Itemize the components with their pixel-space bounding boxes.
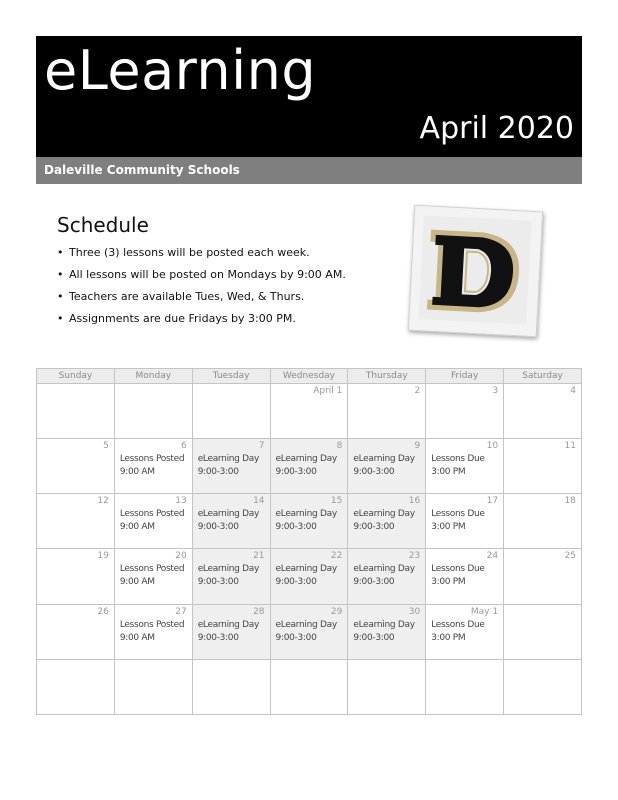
day-number: 22 — [330, 551, 343, 562]
calendar-day-cell — [348, 494, 426, 549]
day-event — [198, 453, 259, 479]
event-line: 9:00-3:00 — [275, 522, 317, 533]
calendar-day-cell — [270, 494, 348, 549]
calendar-day-cell — [348, 549, 426, 604]
calendar-day-cell — [192, 494, 270, 549]
day-number: 26 — [97, 606, 109, 617]
calendar-day-cell — [37, 439, 115, 494]
calendar-day-cell — [348, 659, 426, 714]
calendar-day-cell — [37, 494, 115, 549]
calendar-day-cell — [270, 549, 348, 604]
header-banner — [36, 36, 582, 157]
day-number: 12 — [97, 496, 109, 507]
calendar-day-cell — [504, 439, 582, 494]
weekday-header: Saturday — [504, 369, 582, 384]
event-line: Lessons Due — [431, 454, 485, 465]
calendar-day-cell — [114, 494, 192, 549]
day-event — [353, 563, 414, 589]
calendar-day-cell — [426, 384, 504, 439]
day-event — [276, 619, 337, 645]
organization-bar — [36, 157, 582, 184]
calendar-day-cell — [348, 604, 426, 659]
event-line: 9:00-3:00 — [197, 577, 239, 588]
calendar-day-cell — [504, 549, 582, 604]
event-line: 3:00 PM — [431, 632, 466, 643]
calendar-grid — [36, 368, 582, 715]
day-event — [431, 453, 484, 479]
schedule-item: • Teachers are available Tues, Wed, & Thurs. — [57, 286, 346, 308]
day-event — [120, 453, 184, 479]
calendar-week-row — [37, 494, 582, 549]
event-line: 3:00 PM — [431, 467, 466, 478]
day-number: 17 — [486, 496, 499, 507]
day-number: 10 — [486, 441, 499, 452]
day-number: 11 — [564, 441, 576, 452]
day-event — [120, 619, 184, 645]
organization-name: Daleville Community Schools — [44, 163, 240, 177]
day-number: 25 — [564, 551, 576, 562]
event-line: eLearning Day — [275, 509, 337, 520]
event-line: Lessons Posted — [119, 509, 185, 520]
calendar-day-cell — [504, 384, 582, 439]
calendar-day-cell — [114, 659, 192, 714]
event-line: eLearning Day — [197, 454, 260, 465]
day-number: 29 — [330, 606, 343, 617]
event-line: Lessons Posted — [119, 454, 185, 465]
event-line: eLearning Day — [353, 454, 415, 465]
calendar-week-row — [37, 604, 582, 659]
weekday-header: Thursday — [348, 369, 426, 384]
event-line: eLearning Day — [197, 619, 260, 630]
day-event — [353, 619, 414, 645]
day-number: 18 — [564, 496, 576, 507]
calendar-day-cell — [192, 549, 270, 604]
schedule-list — [57, 242, 346, 330]
event-line: 9:00-3:00 — [275, 577, 317, 588]
day-event — [431, 619, 484, 645]
calendar-day-cell — [114, 604, 192, 659]
daleville-d-logo-icon — [418, 215, 531, 325]
day-event — [353, 508, 414, 534]
calendar-day-cell — [37, 604, 115, 659]
calendar-day-cell — [270, 384, 348, 439]
calendar-day-cell — [192, 384, 270, 439]
weekday-header: Tuesday — [192, 369, 270, 384]
calendar-day-cell — [426, 439, 504, 494]
day-number: 24 — [486, 551, 499, 562]
event-line: 9:00-3:00 — [353, 577, 395, 588]
day-number: May 1 — [470, 606, 499, 617]
day-event — [120, 508, 184, 534]
calendar-day-cell — [37, 384, 115, 439]
day-number: 30 — [408, 606, 421, 617]
event-line: 9:00-3:00 — [197, 467, 239, 478]
day-number: 16 — [408, 496, 421, 507]
day-number: 7 — [258, 441, 265, 452]
event-line: 9:00-3:00 — [197, 632, 239, 643]
calendar-day-cell — [426, 549, 504, 604]
day-event — [276, 453, 337, 479]
day-event — [120, 563, 184, 589]
event-line: eLearning Day — [353, 509, 415, 520]
event-line: eLearning Day — [353, 619, 415, 630]
event-line: Lessons Due — [431, 509, 485, 520]
event-line: eLearning Day — [197, 564, 260, 575]
calendar-day-cell — [504, 659, 582, 714]
calendar-week-row — [37, 439, 582, 494]
event-line: eLearning Day — [197, 509, 260, 520]
calendar-day-cell — [348, 384, 426, 439]
calendar-day-cell — [37, 549, 115, 604]
weekday-header: Monday — [114, 369, 192, 384]
calendar-day-cell — [270, 604, 348, 659]
day-number: 27 — [175, 606, 187, 617]
month-label: April 2020 — [419, 111, 574, 146]
calendar-week-row — [37, 549, 582, 604]
weekday-header-row — [37, 369, 582, 384]
day-number: 13 — [175, 496, 187, 507]
calendar-day-cell — [504, 604, 582, 659]
calendar-day-cell — [426, 659, 504, 714]
calendar-day-cell — [426, 604, 504, 659]
event-line: 9:00-3:00 — [275, 632, 317, 643]
event-line: 3:00 PM — [431, 577, 466, 588]
day-number: April 1 — [313, 386, 343, 396]
event-line: 9:00 AM — [119, 577, 155, 588]
event-line: Lessons Due — [431, 619, 485, 630]
calendar-day-cell — [192, 604, 270, 659]
day-number: 9 — [414, 441, 421, 452]
event-line: 9:00-3:00 — [275, 467, 317, 478]
event-line: eLearning Day — [275, 564, 337, 575]
schedule-item: • All lessons will be posted on Mondays by 9:00 AM. — [57, 264, 346, 286]
calendar-week-row — [37, 659, 582, 714]
day-number: 6 — [180, 441, 187, 452]
day-event — [353, 453, 414, 479]
calendar-day-cell — [37, 659, 115, 714]
event-line: 9:00 AM — [119, 522, 155, 533]
event-line: Lessons Posted — [119, 619, 185, 630]
day-event — [198, 508, 259, 534]
page-title: eLearning — [44, 39, 317, 102]
day-number: 28 — [253, 606, 265, 617]
school-logo — [408, 205, 543, 338]
event-line: eLearning Day — [275, 454, 337, 465]
day-number: 4 — [570, 386, 576, 396]
schedule-item: • Assignments are due Fridays by 3:00 PM. — [57, 308, 346, 330]
schedule-heading: Schedule — [57, 213, 149, 237]
day-event — [431, 508, 484, 534]
event-line: Lessons Posted — [119, 564, 185, 575]
day-event — [431, 563, 484, 589]
schedule-item: • Three (3) lessons will be posted each week. — [57, 242, 346, 264]
day-event — [198, 563, 259, 589]
day-number: 20 — [175, 551, 187, 562]
calendar-day-cell — [426, 494, 504, 549]
event-line: 9:00 AM — [119, 467, 155, 478]
calendar-day-cell — [504, 494, 582, 549]
weekday-header: Friday — [426, 369, 504, 384]
day-number: 14 — [253, 496, 265, 507]
day-event — [276, 563, 337, 589]
event-line: 9:00-3:00 — [353, 467, 395, 478]
calendar-day-cell — [114, 439, 192, 494]
day-number: 15 — [330, 496, 343, 507]
weekday-header: Sunday — [37, 369, 115, 384]
calendar-day-cell — [348, 439, 426, 494]
calendar-day-cell — [114, 549, 192, 604]
day-number: 5 — [103, 441, 109, 452]
day-event — [276, 508, 337, 534]
calendar-day-cell — [114, 384, 192, 439]
event-line: 9:00-3:00 — [197, 522, 239, 533]
event-line: 9:00 AM — [119, 632, 155, 643]
day-number: 19 — [97, 551, 109, 562]
day-number: 21 — [253, 551, 265, 562]
day-event — [198, 619, 259, 645]
event-line: 3:00 PM — [431, 522, 466, 533]
event-line: eLearning Day — [275, 619, 337, 630]
calendar-day-cell — [270, 439, 348, 494]
event-line: 9:00-3:00 — [353, 632, 395, 643]
weekday-header: Wednesday — [270, 369, 348, 384]
day-number: 3 — [492, 386, 499, 396]
calendar-day-cell — [270, 659, 348, 714]
event-line: eLearning Day — [353, 564, 415, 575]
calendar-day-cell — [192, 659, 270, 714]
calendar-day-cell — [192, 439, 270, 494]
day-number: 23 — [408, 551, 421, 562]
day-number: 2 — [414, 386, 421, 396]
event-line: 9:00-3:00 — [353, 522, 395, 533]
calendar-week-row — [37, 384, 582, 439]
day-number: 8 — [336, 441, 343, 452]
event-line: Lessons Due — [431, 564, 485, 575]
